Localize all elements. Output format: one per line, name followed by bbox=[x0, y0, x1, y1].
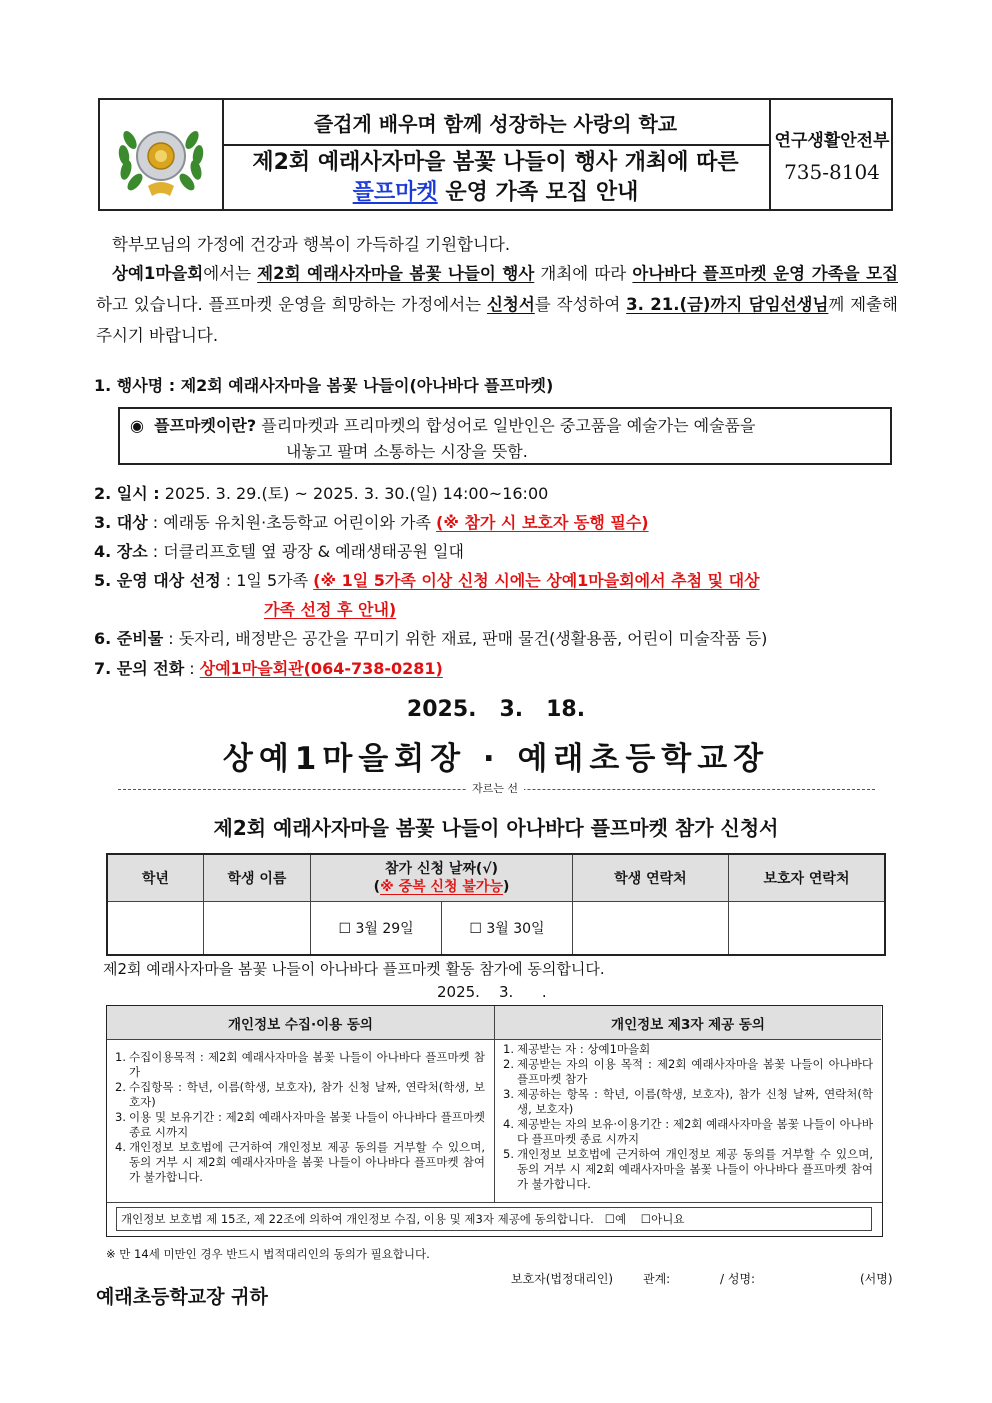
guardian-phone-field[interactable] bbox=[728, 902, 885, 956]
notice-title bbox=[222, 148, 769, 208]
col-apply-date bbox=[311, 854, 573, 902]
list-item-text: 수집이용목적 : 제2회 예래사자마을 봄꽃 나들이 아나바다 플프마켓 참가 bbox=[129, 1050, 485, 1079]
participation-agree: 제2회 예래사자마을 봄꽃 나들이 아나바다 플프마켓 활동 참가에 동의합니다. bbox=[103, 960, 605, 978]
form-title: 제2회 예래사자마을 봄꽃 나들이 아나바다 플프마켓 참가 신청서 bbox=[213, 816, 779, 840]
addressee: 예래초등학교장 귀하 bbox=[96, 1286, 268, 1308]
item-target-note: (※ 참가 시 보호자 동행 필수) bbox=[436, 513, 649, 532]
list-item bbox=[115, 1110, 485, 1140]
definition-bullet: ◉ bbox=[130, 416, 144, 435]
consent-yes-checkbox[interactable]: ☐예 bbox=[604, 1212, 627, 1226]
notice-title-line1: 제2회 예래사자마을 봄꽃 나들이 행사 개최에 따른 bbox=[252, 150, 739, 175]
intro-text: 에서는 bbox=[203, 264, 258, 283]
item-supplies-label: 6. 준비물 bbox=[94, 629, 164, 648]
consent-third-party-title: 개인정보 제3자 제공 동의 bbox=[495, 1006, 881, 1040]
item-place bbox=[94, 539, 464, 562]
list-item-number: 4. bbox=[115, 1140, 126, 1154]
list-item-text: 제공받는 자 : 상예1마을회 bbox=[517, 1042, 651, 1056]
consent-third-party-list bbox=[503, 1042, 873, 1192]
list-item-text: 수집항목 : 학년, 이름(학생, 보호자), 참가 신청 날짜, 연락처(학생, 보호자) bbox=[129, 1080, 485, 1109]
list-item-number: 4. bbox=[503, 1117, 514, 1131]
consent-collect-title: 개인정보 수집·이용 동의 bbox=[107, 1006, 495, 1040]
col-apply-date-label: 참가 신청 날짜(√) bbox=[385, 861, 499, 877]
issue-date: 2025. 3. 18. bbox=[406, 697, 586, 722]
intro-text: 를 작성하여 bbox=[534, 295, 627, 314]
intro-recruit: 아나바다 플프마켓 운영 가족을 모집 bbox=[632, 264, 899, 283]
consent-box bbox=[106, 1005, 883, 1237]
definition-term: 플프마켓이란? bbox=[154, 416, 257, 435]
guardian-label: 보호자(법정대리인) bbox=[511, 1272, 614, 1286]
item-date-value: 2025. 3. 29.(토) ~ 2025. 3. 30.(일) 14:00~16:00 bbox=[159, 484, 549, 503]
header-box bbox=[98, 98, 893, 211]
list-item-text: 이용 및 보유기간 : 제2회 예래사자마을 봄꽃 나들이 아나바다 플프마켓 종료 시까지 bbox=[129, 1110, 485, 1139]
item-selection-note-cont: 가족 선정 후 안내) bbox=[264, 600, 397, 619]
item-contact-sep: : bbox=[184, 659, 200, 678]
definition-box bbox=[118, 407, 892, 465]
notice-title-line2 bbox=[222, 178, 769, 208]
item-target-label: 3. 대상 bbox=[94, 513, 148, 532]
item-target-value: : 예래동 유치원·초등학교 어린이와 가족 bbox=[147, 513, 436, 532]
dept-name: 연구생활안전부 bbox=[774, 131, 890, 151]
list-item-text: 제공받는 자의 이용 목적 : 제2회 예래사자마을 봄꽃 나들이 아나바다 플프마켓 참가 bbox=[517, 1057, 873, 1086]
intro-text: 개최에 따라 bbox=[534, 264, 633, 283]
item-target bbox=[94, 510, 649, 533]
list-item bbox=[503, 1057, 873, 1087]
col-guardian-phone: 보호자 연락처 bbox=[728, 854, 885, 902]
dept-cell bbox=[769, 100, 893, 209]
col-student-phone: 학생 연락처 bbox=[572, 854, 728, 902]
name-field[interactable]: / 성명: bbox=[720, 1272, 756, 1286]
list-item bbox=[115, 1050, 485, 1080]
intro-text: 께 제출해 주시기 바랍니다. bbox=[96, 295, 898, 345]
list-item-number: 3. bbox=[503, 1087, 514, 1101]
list-item-number: 2. bbox=[503, 1057, 514, 1071]
no-duplicate-note: ※ 중복 신청 불가능 bbox=[380, 879, 503, 895]
item-contact-value: 상예1마을회관(064-738-0281) bbox=[199, 659, 443, 678]
list-item bbox=[503, 1147, 873, 1192]
definition-line1 bbox=[130, 413, 755, 436]
notice-title-line2-rest: 운영 가족 모집 안내 bbox=[437, 180, 639, 205]
table-header-row bbox=[107, 854, 885, 902]
item-selection-value: : 1일 5가족 bbox=[220, 571, 314, 590]
item-selection bbox=[94, 568, 760, 591]
minor-note: ※ 만 14세 미만인 경우 반드시 법적대리인의 동의가 필요합니다. bbox=[106, 1247, 430, 1261]
flea-market-highlight: 플프마켓 bbox=[352, 180, 438, 205]
logo-cell bbox=[100, 100, 224, 209]
signers: 상예1마을회장 · 예래초등학교장 bbox=[222, 741, 770, 777]
item-date-label: 2. 일시 : bbox=[94, 484, 160, 503]
list-item bbox=[115, 1080, 485, 1110]
item-place-value: : 더클리프호텔 옆 광장 & 예래생태공원 일대 bbox=[147, 542, 464, 561]
student-name-field[interactable] bbox=[203, 902, 310, 956]
day2-checkbox[interactable]: ☐ 3월 30일 bbox=[442, 902, 573, 956]
definition-text: 플리마켓과 프리마켓의 합성어로 일반인은 중고품을 예술가는 예술품을 bbox=[256, 416, 756, 435]
consent-statement: 개인정보 보호법 제 15조, 제 22조에 의하여 개인정보 수집, 이용 및 제3자 제공에 동의합니다. bbox=[121, 1212, 594, 1226]
consent-divider bbox=[494, 1006, 495, 1202]
intro-event: 제2회 예래사자마을 봄꽃 나들이 행사 bbox=[257, 264, 535, 283]
list-item-number: 1. bbox=[115, 1050, 126, 1064]
relation-field[interactable]: 관계: bbox=[643, 1272, 671, 1286]
list-item-text: 제공하는 항목 : 학년, 이름(학생, 보호자), 참가 신청 날짜, 연락처(학생, 보호자) bbox=[517, 1087, 873, 1116]
table-row bbox=[107, 902, 885, 956]
school-slogan: 즐겁게 배우며 함께 성장하는 사랑의 학교 bbox=[222, 100, 769, 146]
item-supplies bbox=[94, 626, 767, 649]
application-table bbox=[106, 853, 886, 956]
list-item bbox=[115, 1140, 485, 1185]
item-contact bbox=[94, 656, 443, 679]
consent-statement-box bbox=[116, 1207, 872, 1231]
dept-phone: 735-8104 bbox=[784, 160, 880, 184]
item-selection-label: 5. 운영 대상 선정 bbox=[94, 571, 221, 590]
col-student-name: 학생 이름 bbox=[203, 854, 310, 902]
intro-form: 신청서 bbox=[486, 295, 535, 314]
list-item-number: 5. bbox=[503, 1147, 514, 1161]
note-paren: ( bbox=[373, 879, 381, 895]
list-item-number: 2. bbox=[115, 1080, 126, 1094]
item-selection-note: (※ 1일 5가족 이상 신청 시에는 상예1마을회에서 추첨 및 대상 bbox=[313, 571, 760, 590]
list-item-text: 제공받는 자의 보유·이용기간 : 제2회 예래사자마을 봄꽃 나들이 아나바다 플프마켓 종료 시까지 bbox=[517, 1117, 873, 1146]
list-item bbox=[503, 1087, 873, 1117]
consent-no-checkbox[interactable]: ☐아니요 bbox=[640, 1212, 685, 1226]
cut-line-label: 자르는 선 bbox=[466, 780, 524, 796]
list-item bbox=[503, 1042, 873, 1057]
title-cell bbox=[222, 100, 769, 209]
list-item bbox=[503, 1117, 873, 1147]
consent-collect-list bbox=[115, 1050, 485, 1185]
item-place-label: 4. 장소 bbox=[94, 542, 148, 561]
list-item-text: 개인정보 보호법에 근거하여 개인정보 제공 동의를 거부할 수 있으며, 동의 거부 시 제2회 예래사자마을 봄꽃 나들이 아나바다 플프마켓 참여가 불가합니다. bbox=[517, 1147, 873, 1191]
list-item-number: 1. bbox=[503, 1042, 514, 1056]
item-contact-label: 7. 문의 전화 bbox=[94, 659, 185, 678]
note-paren: ) bbox=[502, 879, 510, 895]
consent-separator bbox=[107, 1202, 882, 1203]
signature-field[interactable]: (서명) bbox=[860, 1272, 893, 1286]
col-apply-date-note bbox=[312, 878, 571, 896]
definition-line2: 내놓고 팔며 소통하는 시장을 뜻함. bbox=[286, 442, 528, 461]
day1-checkbox[interactable]: ☐ 3월 29일 bbox=[311, 902, 442, 956]
student-phone-field[interactable] bbox=[572, 902, 728, 956]
school-emblem-icon bbox=[100, 100, 222, 209]
intro-paragraph bbox=[96, 258, 898, 351]
grade-field[interactable] bbox=[107, 902, 203, 956]
item-date bbox=[94, 481, 548, 504]
intro-deadline: 3. 21.(금)까지 담임선생님 bbox=[626, 295, 829, 314]
intro-org: 상예1마을회 bbox=[112, 264, 204, 283]
list-item-number: 3. bbox=[115, 1110, 126, 1124]
greeting: 학부모님의 가정에 건강과 행복이 가득하길 기원합니다. bbox=[112, 235, 511, 254]
col-grade: 학년 bbox=[107, 854, 203, 902]
item-supplies-value: : 돗자리, 배정받은 공간을 꾸미기 위한 재료, 판매 물건(생활용품, 어린이 미술작품 등) bbox=[163, 629, 768, 648]
intro-text: 하고 있습니다. 플프마켓 운영을 희망하는 가정에서는 bbox=[96, 295, 487, 314]
list-item-text: 개인정보 보호법에 근거하여 개인정보 제공 동의를 거부할 수 있으며, 동의 거부 시 제2회 예래사자마을 봄꽃 나들이 아나바다 플프마켓 참여가 불가합니다. bbox=[129, 1140, 485, 1184]
agree-date: 2025. 3. . bbox=[437, 983, 547, 1001]
item-event-name: 1. 행사명 : 제2회 예래사자마을 봄꽃 나들이(아나바다 플프마켓) bbox=[94, 376, 554, 395]
